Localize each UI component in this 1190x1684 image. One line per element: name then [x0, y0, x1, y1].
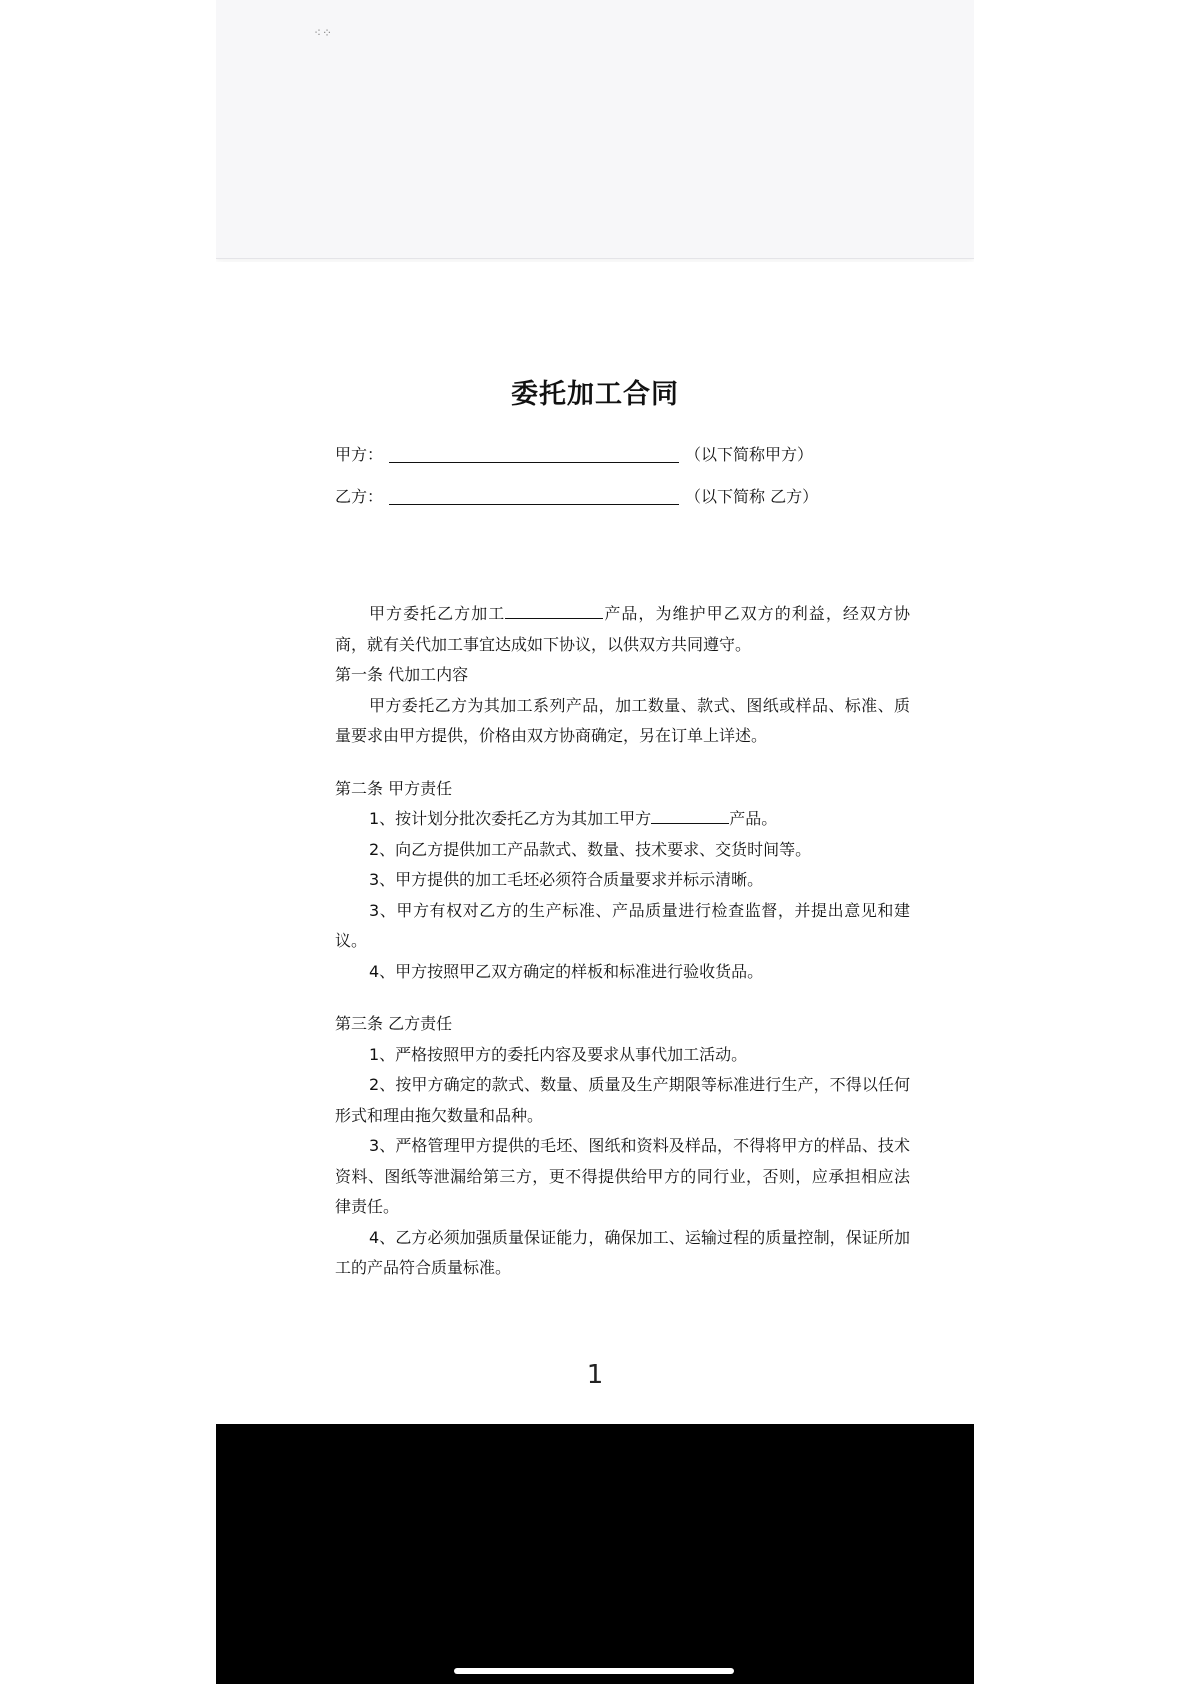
contract-body — [335, 599, 910, 1284]
previous-page-area — [216, 0, 974, 259]
article2-item-5: 4、甲方按照甲乙双方确定的样板和标准进行验收货品。 — [369, 961, 764, 981]
article2-item-1 — [335, 804, 910, 835]
party-b-label: 乙方： — [335, 487, 384, 506]
section-gap — [335, 987, 910, 1009]
bottom-black-area — [216, 1424, 974, 1684]
page-number: 1 — [586, 1360, 604, 1390]
article2-heading: 第二条 甲方责任 — [335, 778, 453, 798]
party-b-blank — [389, 488, 679, 505]
article3-item-1: 1、严格按照甲方的委托内容及要求从事代加工活动。 — [369, 1044, 748, 1064]
article3-item-2: 2、按甲方确定的款式、数量、质量及生产期限等标准进行生产，不得以任何形式和理由拖欠数量和品种。 — [335, 1075, 910, 1125]
home-indicator[interactable] — [454, 1668, 734, 1674]
intro-paragraph — [335, 599, 910, 660]
small-dots-icon: ⁖⁘ — [314, 26, 334, 40]
section-gap — [335, 752, 910, 774]
party-a-line — [335, 442, 813, 465]
article2-item-3: 3、甲方提供的加工毛坯必须符合质量要求并标示清晰。 — [369, 870, 764, 889]
party-a-suffix: （以下简称甲方） — [685, 445, 814, 464]
intro-text-end: 产品，为维护甲乙双方的利益，经双方协商，就有关代加工事宜达成如下协议，以供双方共同遵守。 — [335, 604, 910, 654]
product-blank — [505, 604, 603, 619]
party-b-suffix: （以下简称 乙方） — [685, 487, 819, 506]
article3-heading: 第三条 乙方责任 — [335, 1014, 453, 1033]
document-title: 委托加工合同 — [511, 379, 679, 410]
article3-item-3: 3、严格管理甲方提供的毛坯、图纸和资料及样品，不得将甲方的样品、技术资料、图纸等泄漏给第三方，更不得提供给甲方的同行业，否则，应承担相应法律责任。 — [335, 1136, 910, 1216]
party-a-label: 甲方： — [335, 445, 384, 464]
article1-text: 甲方委托乙方为其加工系列产品，加工数量、款式、图纸或样品、标准、质量要求由甲方提供，价格由双方协商确定，另在订单上详述。 — [335, 695, 910, 745]
article2-item-2: 2、向乙方提供加工产品款式、数量、技术要求、交货时间等。 — [369, 839, 812, 859]
product-blank — [651, 809, 729, 824]
document-viewer — [216, 0, 974, 1684]
article1-heading: 第一条 代加工内容 — [335, 665, 469, 684]
article2-item-1-start: 1、按计划分批次委托乙方为其加工甲方 — [369, 809, 652, 828]
document-page — [216, 262, 974, 1422]
article2-item-1-end: 产品。 — [729, 809, 778, 828]
party-a-blank — [389, 446, 679, 463]
article3-item-4: 4、乙方必须加强质量保证能力，确保加工、运输过程的质量控制，保证所加工的产品符合质量标准。 — [335, 1227, 910, 1277]
party-b-line — [335, 484, 818, 507]
intro-text-start: 甲方委托乙方加工 — [369, 604, 506, 623]
article2-item-4: 3、甲方有权对乙方的生产标准、产品质量进行检查监督，并提出意见和建议。 — [335, 900, 910, 950]
